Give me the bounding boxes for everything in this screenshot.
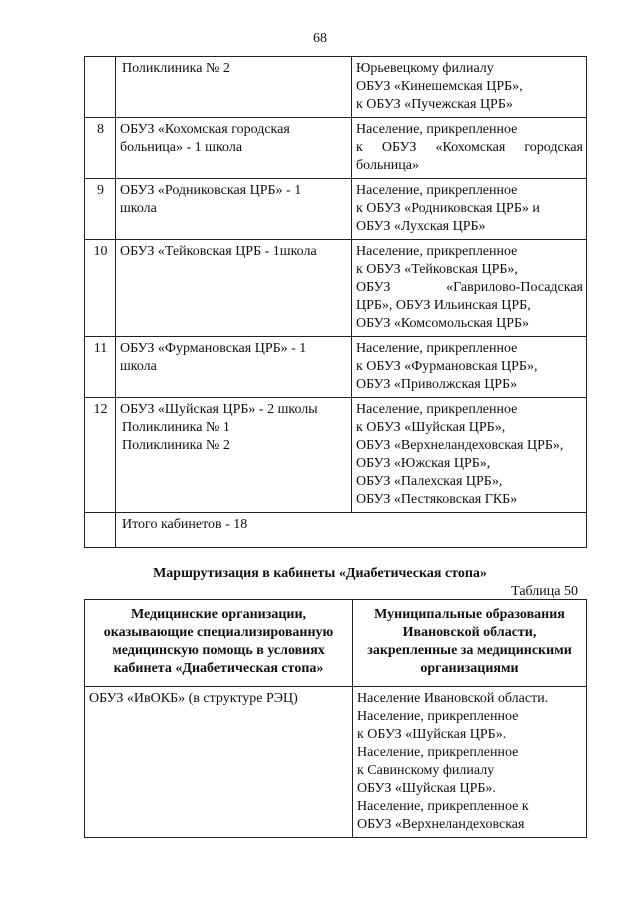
header-line: закрепленные за медицинскими <box>367 643 572 658</box>
table-row <box>85 118 587 179</box>
row-number: 9 <box>85 179 116 240</box>
org-line: ОБУЗ «ИвОКБ» (в структуре РЭЦ) <box>89 691 298 706</box>
pop-line: к ОБУЗ «Тейковская ЦРБ», <box>356 262 518 277</box>
header-line: медицинскую помощь в условиях <box>112 643 325 658</box>
table-header-row <box>85 600 587 687</box>
population-cell <box>352 118 587 179</box>
pop-line: Население, прикрепленное к <box>357 799 529 814</box>
section-title: Маршрутизация в кабинеты «Диабетическая стопа» <box>153 566 487 581</box>
header-line: Муниципальные образования <box>374 607 565 622</box>
pop-line: к ОБУЗ «Пучежская ЦРБ» <box>356 97 513 112</box>
org-line: Поликлиника № 2 <box>122 438 230 453</box>
table-row <box>85 179 587 240</box>
schools-routing-table <box>84 56 587 548</box>
organization-cell <box>116 240 352 337</box>
org-line: Поликлиника № 2 <box>122 61 230 76</box>
row-number <box>85 57 116 118</box>
table-row <box>85 398 587 513</box>
org-line: ОБУЗ «Фурмановская ЦРБ» - 1 <box>120 341 307 356</box>
pop-line: Население, прикрепленное <box>356 341 518 356</box>
pop-line: к ОБУЗ «Шуйская ЦРБ». <box>357 727 507 742</box>
pop-line: Юрьевецкому филиалу <box>356 61 494 76</box>
pop-line: ОБУЗ «Комсомольская ЦРБ» <box>356 316 530 331</box>
table-row <box>85 57 587 118</box>
organization-cell <box>116 118 352 179</box>
pop-line: Население, прикрепленное <box>357 745 519 760</box>
pop-line: к Савинскому филиалу <box>357 763 495 778</box>
population-cell <box>353 687 587 838</box>
row-number: 10 <box>85 240 116 337</box>
pop-line: ОБУЗ «Пестяковская ГКБ» <box>356 492 518 507</box>
pop-line: ОБУЗ «Лухская ЦРБ» <box>356 219 486 234</box>
org-line: ОБУЗ «Шуйская ЦРБ» - 2 школы <box>120 402 318 417</box>
pop-line: Население Ивановской области. <box>357 691 549 706</box>
table-label: Таблица 50 <box>511 584 578 599</box>
row-number <box>85 513 116 548</box>
total-text: Итого кабинетов - 18 <box>122 517 248 532</box>
page-number: 68 <box>313 31 327 46</box>
pop-line: ОБУЗ «Гаврилово-Посадская <box>356 280 583 295</box>
pop-line: ОБУЗ «Южская ЦРБ», <box>356 456 491 471</box>
pop-line: к ОБУЗ «Кохомская городская <box>356 140 583 155</box>
pop-line: ОБУЗ «Кинешемская ЦРБ», <box>356 79 523 94</box>
pop-line: Население, прикрепленное <box>356 122 518 137</box>
pop-line: к ОБУЗ «Фурмановская ЦРБ», <box>356 359 538 374</box>
organization-cell <box>116 337 352 398</box>
diabetic-foot-routing-table <box>84 599 587 838</box>
org-line: ОБУЗ «Кохомская городская <box>120 122 290 137</box>
organization-cell <box>116 57 352 118</box>
population-cell <box>352 179 587 240</box>
header-line: кабинета «Диабетическая стопа» <box>113 661 324 676</box>
org-line: Поликлиника № 1 <box>122 420 230 435</box>
organization-cell <box>85 687 353 838</box>
pop-line: ОБУЗ «Верхнеландеховская <box>357 817 525 832</box>
population-cell <box>352 57 587 118</box>
pop-line: ОБУЗ «Приволжская ЦРБ» <box>356 377 518 392</box>
row-number: 8 <box>85 118 116 179</box>
header-line: организациями <box>420 661 519 676</box>
table-row <box>85 240 587 337</box>
pop-line: ОБУЗ «Палехская ЦРБ», <box>356 474 503 489</box>
pop-line: Население, прикрепленное <box>357 709 519 724</box>
header-line: Медицинские организации, <box>130 607 307 622</box>
organization-cell <box>116 398 352 513</box>
population-cell <box>352 398 587 513</box>
organization-cell <box>116 179 352 240</box>
pop-line: ОБУЗ «Верхнеландеховская ЦРБ», <box>356 438 564 453</box>
population-cell <box>352 337 587 398</box>
org-line: школа <box>120 359 157 374</box>
pop-line: Население, прикрепленное <box>356 402 518 417</box>
org-line: больница» - 1 школа <box>120 140 243 155</box>
org-line: ОБУЗ «Родниковская ЦРБ» - 1 <box>120 183 302 198</box>
table-row <box>85 337 587 398</box>
pop-line: больница» <box>356 158 419 173</box>
total-row <box>85 513 587 548</box>
row-number: 11 <box>85 337 116 398</box>
org-line: школа <box>120 201 157 216</box>
pop-line: к ОБУЗ «Шуйская ЦРБ», <box>356 420 506 435</box>
header-organizations <box>85 600 353 687</box>
population-cell <box>352 240 587 337</box>
header-line: оказывающие специализированную <box>103 625 334 640</box>
pop-line: ЦРБ», ОБУЗ Ильинская ЦРБ, <box>356 298 531 313</box>
pop-line: Население, прикрепленное <box>356 183 518 198</box>
pop-line: к ОБУЗ «Родниковская ЦРБ» и <box>356 201 540 216</box>
table-row <box>85 687 587 838</box>
pop-line: Население, прикрепленное <box>356 244 518 259</box>
header-municipalities <box>353 600 587 687</box>
header-line: Ивановской области, <box>402 625 537 640</box>
pop-line: ОБУЗ «Шуйская ЦРБ». <box>357 781 496 796</box>
total-cell <box>116 513 587 548</box>
org-line: ОБУЗ «Тейковская ЦРБ - 1школа <box>120 244 317 259</box>
row-number: 12 <box>85 398 116 513</box>
